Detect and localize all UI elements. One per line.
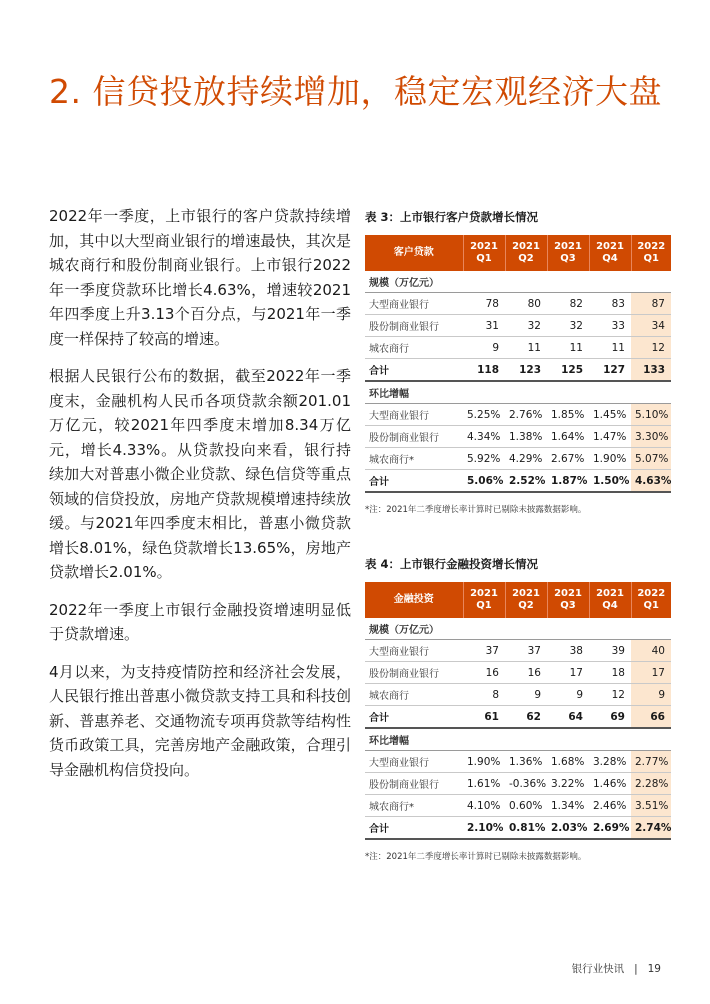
value-cell: 32 bbox=[547, 315, 589, 337]
page-footer bbox=[572, 961, 661, 976]
row-label: 大型商业银行 bbox=[365, 640, 463, 662]
table-title: 表 3：上市银行客户贷款增长情况 bbox=[365, 210, 539, 224]
value-cell: 37 bbox=[505, 640, 547, 662]
table-row bbox=[365, 404, 671, 426]
empty-cell bbox=[631, 381, 671, 404]
section-label: 环比增幅 bbox=[365, 728, 463, 751]
empty-cell bbox=[631, 618, 671, 640]
total-row bbox=[365, 470, 671, 493]
value-cell: 9 bbox=[463, 337, 505, 359]
value-cell: 87 bbox=[631, 293, 671, 315]
value-cell: 118 bbox=[463, 359, 505, 382]
row-label: 城农商行* bbox=[365, 795, 463, 817]
value-cell: 4.63% bbox=[631, 470, 671, 493]
period-header bbox=[589, 582, 631, 618]
value-cell: 5.92% bbox=[463, 448, 505, 470]
table-row bbox=[365, 448, 671, 470]
row-label: 城农商行* bbox=[365, 448, 463, 470]
loan-growth-table bbox=[365, 235, 671, 493]
period-quarter: Q3 bbox=[560, 253, 576, 264]
table-row bbox=[365, 662, 671, 684]
empty-cell bbox=[505, 381, 547, 404]
table-header bbox=[365, 235, 671, 271]
value-cell: -0.36% bbox=[505, 773, 547, 795]
row-label: 城农商行 bbox=[365, 684, 463, 706]
value-cell: 4.29% bbox=[505, 448, 547, 470]
page-number: 19 bbox=[647, 963, 661, 975]
value-cell: 2.74% bbox=[631, 817, 671, 840]
period-header bbox=[505, 235, 547, 271]
value-cell: 8 bbox=[463, 684, 505, 706]
value-cell: 1.36% bbox=[505, 751, 547, 773]
period-quarter: Q1 bbox=[643, 600, 659, 611]
value-cell: 3.28% bbox=[589, 751, 631, 773]
empty-cell bbox=[547, 728, 589, 751]
empty-cell bbox=[589, 728, 631, 751]
value-cell: 5.06% bbox=[463, 470, 505, 493]
page-title: 2. 信贷投放持续增加，稳定宏观经济大盘 bbox=[49, 72, 662, 111]
value-cell: 4.10% bbox=[463, 795, 505, 817]
period-quarter: Q1 bbox=[643, 253, 659, 264]
value-cell: 2.69% bbox=[589, 817, 631, 840]
empty-cell bbox=[505, 271, 547, 293]
empty-cell bbox=[589, 381, 631, 404]
value-cell: 2.03% bbox=[547, 817, 589, 840]
section-row bbox=[365, 271, 671, 293]
empty-cell bbox=[505, 728, 547, 751]
value-cell: 83 bbox=[589, 293, 631, 315]
row-label: 合计 bbox=[365, 706, 463, 729]
table-row bbox=[365, 337, 671, 359]
value-cell: 5.25% bbox=[463, 404, 505, 426]
section-row bbox=[365, 728, 671, 751]
empty-cell bbox=[463, 381, 505, 404]
value-cell: 78 bbox=[463, 293, 505, 315]
value-cell: 16 bbox=[505, 662, 547, 684]
value-cell: 1.64% bbox=[547, 426, 589, 448]
total-row bbox=[365, 359, 671, 382]
period-year: 2021 bbox=[554, 241, 582, 252]
value-cell: 5.10% bbox=[631, 404, 671, 426]
body-text bbox=[49, 204, 351, 795]
paragraph: 2022年一季度，上市银行的客户贷款持续增加，其中以大型商业银行的增速最快，其次是城农商行和股份制商业银行。上市银行2022年一季度贷款环比增长4.63%，增速较2021年四季度上升3.13个百分点，与2021年一季度一样保持了较高的增速。 bbox=[49, 207, 351, 348]
value-cell: 1.87% bbox=[547, 470, 589, 493]
table-body bbox=[365, 618, 671, 839]
header-label: 金融投资 bbox=[365, 582, 463, 618]
table-row bbox=[365, 426, 671, 448]
value-cell: 66 bbox=[631, 706, 671, 729]
period-header bbox=[631, 235, 671, 271]
row-label: 城农商行 bbox=[365, 337, 463, 359]
table-row bbox=[365, 773, 671, 795]
empty-cell bbox=[631, 728, 671, 751]
value-cell: 133 bbox=[631, 359, 671, 382]
value-cell: 4.34% bbox=[463, 426, 505, 448]
value-cell: 127 bbox=[589, 359, 631, 382]
value-cell: 1.85% bbox=[547, 404, 589, 426]
value-cell: 2.46% bbox=[589, 795, 631, 817]
paragraph: 2022年一季度上市银行金融投资增速明显低于贷款增速。 bbox=[49, 600, 351, 643]
value-cell: 1.90% bbox=[463, 751, 505, 773]
table-note: *注：2021年二季度增长率计算时已剔除未披露数据影响。 bbox=[365, 852, 587, 862]
value-cell: 5.07% bbox=[631, 448, 671, 470]
value-cell: 2.52% bbox=[505, 470, 547, 493]
value-cell: 1.38% bbox=[505, 426, 547, 448]
investment-growth-table bbox=[365, 582, 671, 840]
empty-cell bbox=[505, 618, 547, 640]
header-row bbox=[365, 235, 671, 271]
period-year: 2021 bbox=[554, 588, 582, 599]
period-header bbox=[505, 582, 547, 618]
period-year: 2022 bbox=[637, 241, 666, 252]
value-cell: 1.34% bbox=[547, 795, 589, 817]
value-cell: 62 bbox=[505, 706, 547, 729]
value-cell: 1.50% bbox=[589, 470, 631, 493]
value-cell: 82 bbox=[547, 293, 589, 315]
empty-cell bbox=[631, 271, 671, 293]
value-cell: 1.47% bbox=[589, 426, 631, 448]
value-cell: 2.76% bbox=[505, 404, 547, 426]
value-cell: 1.46% bbox=[589, 773, 631, 795]
value-cell: 0.81% bbox=[505, 817, 547, 840]
value-cell: 2.10% bbox=[463, 817, 505, 840]
table-row bbox=[365, 795, 671, 817]
paragraph: 根据人民银行公布的数据，截至2022年一季度末，金融机构人民币各项贷款余额201.01万亿元，较2021年四季度末增加8.34万亿元，增长4.33%。从贷款投向来看，银行持续加大对普惠小微企业贷款、绿色信贷等重点领域的信贷投放，房地产贷款规模增速持续放缓。与2021年四季度末相比，普惠小微贷款增长8.01%，绿色贷款增长13.65%，房地产贷款增长2.01%。 bbox=[49, 367, 351, 581]
period-header bbox=[631, 582, 671, 618]
row-label: 股份制商业银行 bbox=[365, 315, 463, 337]
table-row bbox=[365, 293, 671, 315]
value-cell: 61 bbox=[463, 706, 505, 729]
table-row bbox=[365, 684, 671, 706]
period-header bbox=[547, 582, 589, 618]
value-cell: 9 bbox=[631, 684, 671, 706]
value-cell: 40 bbox=[631, 640, 671, 662]
period-year: 2021 bbox=[596, 241, 624, 252]
row-label: 合计 bbox=[365, 359, 463, 382]
row-label: 合计 bbox=[365, 817, 463, 840]
value-cell: 12 bbox=[631, 337, 671, 359]
value-cell: 11 bbox=[589, 337, 631, 359]
value-cell: 2.67% bbox=[547, 448, 589, 470]
value-cell: 32 bbox=[505, 315, 547, 337]
value-cell: 69 bbox=[589, 706, 631, 729]
period-year: 2021 bbox=[596, 588, 624, 599]
value-cell: 125 bbox=[547, 359, 589, 382]
value-cell: 11 bbox=[547, 337, 589, 359]
value-cell: 2.77% bbox=[631, 751, 671, 773]
empty-cell bbox=[589, 618, 631, 640]
publication-name: 银行业快讯 bbox=[571, 963, 625, 975]
table-header bbox=[365, 582, 671, 618]
period-quarter: Q1 bbox=[476, 600, 492, 611]
value-cell: 64 bbox=[547, 706, 589, 729]
table-body bbox=[365, 271, 671, 492]
value-cell: 31 bbox=[463, 315, 505, 337]
period-quarter: Q2 bbox=[518, 253, 534, 264]
value-cell: 12 bbox=[589, 684, 631, 706]
period-year: 2022 bbox=[637, 588, 666, 599]
period-header bbox=[463, 582, 505, 618]
footer-separator: | bbox=[634, 963, 638, 975]
row-label: 股份制商业银行 bbox=[365, 773, 463, 795]
value-cell: 123 bbox=[505, 359, 547, 382]
value-cell: 11 bbox=[505, 337, 547, 359]
empty-cell bbox=[463, 271, 505, 293]
total-row bbox=[365, 706, 671, 729]
value-cell: 9 bbox=[505, 684, 547, 706]
header-row bbox=[365, 582, 671, 618]
value-cell: 37 bbox=[463, 640, 505, 662]
section-label: 规模（万亿元） bbox=[365, 271, 463, 293]
empty-cell bbox=[547, 271, 589, 293]
value-cell: 3.51% bbox=[631, 795, 671, 817]
section-label: 环比增幅 bbox=[365, 381, 463, 404]
value-cell: 2.28% bbox=[631, 773, 671, 795]
period-quarter: Q2 bbox=[518, 600, 534, 611]
period-year: 2021 bbox=[470, 588, 498, 599]
row-label: 合计 bbox=[365, 470, 463, 493]
period-quarter: Q4 bbox=[602, 253, 618, 264]
value-cell: 0.60% bbox=[505, 795, 547, 817]
header-label: 客户贷款 bbox=[365, 235, 463, 271]
empty-cell bbox=[463, 728, 505, 751]
value-cell: 33 bbox=[589, 315, 631, 337]
paragraph: 4月以来，为支持疫情防控和经济社会发展，人民银行推出普惠小微贷款支持工具和科技创新、普惠养老、交通物流专项再贷款等结构性货币政策工具，完善房地产金融政策，合理引导金融机构信贷投向。 bbox=[49, 662, 351, 779]
period-header bbox=[463, 235, 505, 271]
row-label: 大型商业银行 bbox=[365, 404, 463, 426]
period-header bbox=[547, 235, 589, 271]
value-cell: 9 bbox=[547, 684, 589, 706]
section-label: 规模（万亿元） bbox=[365, 618, 463, 640]
table-row bbox=[365, 640, 671, 662]
value-cell: 17 bbox=[547, 662, 589, 684]
empty-cell bbox=[589, 271, 631, 293]
table-row bbox=[365, 751, 671, 773]
value-cell: 3.30% bbox=[631, 426, 671, 448]
value-cell: 3.22% bbox=[547, 773, 589, 795]
period-quarter: Q4 bbox=[602, 600, 618, 611]
empty-cell bbox=[547, 381, 589, 404]
period-year: 2021 bbox=[470, 241, 498, 252]
value-cell: 17 bbox=[631, 662, 671, 684]
table-row bbox=[365, 315, 671, 337]
table-note: *注：2021年二季度增长率计算时已剔除未披露数据影响。 bbox=[365, 505, 587, 515]
row-label: 股份制商业银行 bbox=[365, 426, 463, 448]
row-label: 大型商业银行 bbox=[365, 751, 463, 773]
value-cell: 1.61% bbox=[463, 773, 505, 795]
period-header bbox=[589, 235, 631, 271]
value-cell: 18 bbox=[589, 662, 631, 684]
table-title: 表 4：上市银行金融投资增长情况 bbox=[365, 557, 539, 571]
period-year: 2021 bbox=[512, 241, 540, 252]
empty-cell bbox=[547, 618, 589, 640]
value-cell: 34 bbox=[631, 315, 671, 337]
section-row bbox=[365, 381, 671, 404]
investment-growth-table-block bbox=[365, 556, 671, 862]
total-row bbox=[365, 817, 671, 840]
loan-growth-table-block bbox=[365, 209, 671, 515]
period-quarter: Q1 bbox=[476, 253, 492, 264]
value-cell: 39 bbox=[589, 640, 631, 662]
section-row bbox=[365, 618, 671, 640]
period-year: 2021 bbox=[512, 588, 540, 599]
value-cell: 38 bbox=[547, 640, 589, 662]
row-label: 大型商业银行 bbox=[365, 293, 463, 315]
value-cell: 1.45% bbox=[589, 404, 631, 426]
value-cell: 1.68% bbox=[547, 751, 589, 773]
empty-cell bbox=[463, 618, 505, 640]
row-label: 股份制商业银行 bbox=[365, 662, 463, 684]
value-cell: 80 bbox=[505, 293, 547, 315]
period-quarter: Q3 bbox=[560, 600, 576, 611]
value-cell: 16 bbox=[463, 662, 505, 684]
value-cell: 1.90% bbox=[589, 448, 631, 470]
